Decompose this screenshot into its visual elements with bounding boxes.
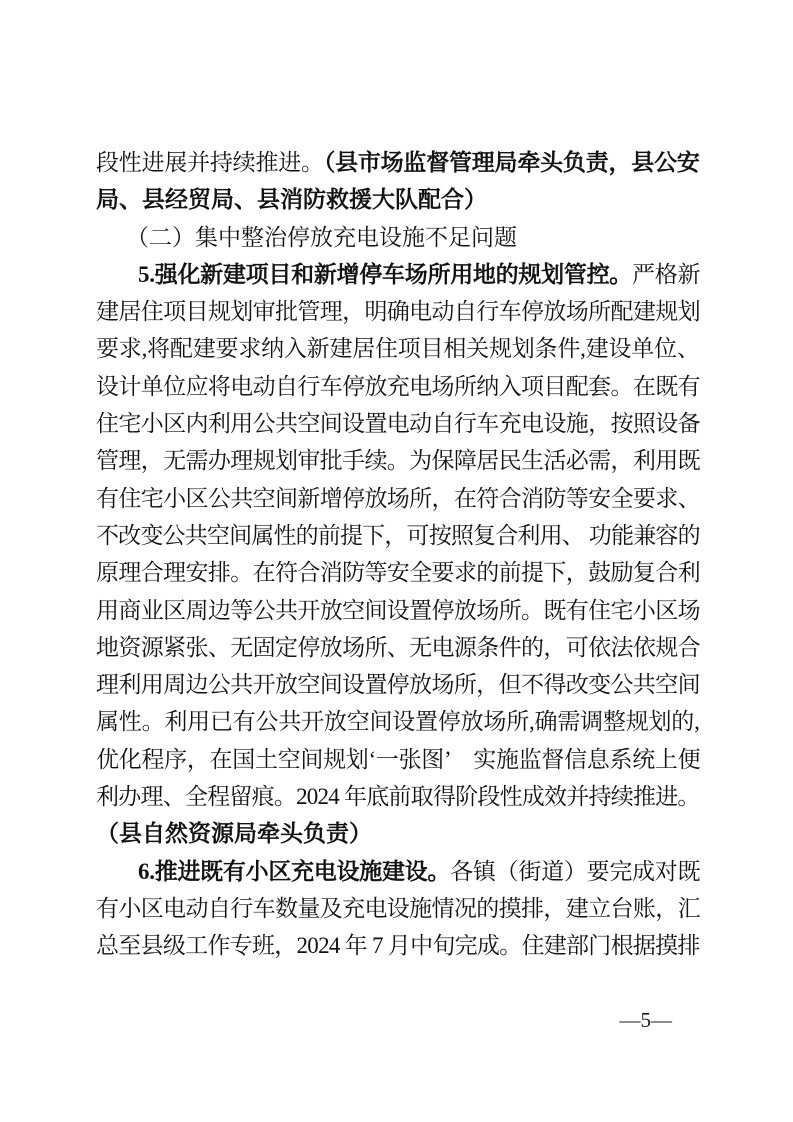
text-line [96, 480, 700, 517]
body-text: 地资源紧张、无固定停放场所、无电源条件的，可依法依规合 [96, 634, 700, 660]
body-text: 要求,将配建要求纳入新建居住项目相关规划条件,建设单位、 [96, 336, 700, 362]
text-line [96, 330, 700, 367]
body-text: 严格新 [632, 261, 701, 287]
body-text: 利办理、全程留痕。2024 年底前取得阶段性成效并持续推进。 [96, 784, 700, 810]
text-line [96, 778, 700, 815]
body-text: 住宅小区内利用公共空间设置电动自行车充电设施，按照设备 [96, 411, 700, 437]
document-body [96, 144, 700, 965]
body-text: 用商业区周边等公共开放空间设置停放场所。既有住宅小区场 [96, 597, 700, 623]
bold-text: 6.推进既有小区充电设施建设。 [138, 858, 451, 884]
text-line [96, 890, 700, 927]
body-text: 各镇（街道）要完成对既 [450, 858, 701, 884]
text-line [96, 442, 700, 479]
text-line [96, 666, 700, 703]
bold-text: 5.强化新建项目和新增停车场所用地的规划管控。 [138, 261, 633, 287]
text-line [96, 293, 700, 330]
heading-text: （二）集中整治停放充电设施不足问题 [126, 224, 517, 250]
body-text: 原理合理安排。在符合消防等安全要求的前提下，鼓励复合利 [96, 560, 700, 586]
text-line [96, 853, 700, 890]
text-line [96, 927, 700, 964]
body-text: 不改变公共空间属性的前提下，可按照复合利用、 功能兼容的 [96, 522, 700, 548]
bold-text: （县自然资源局牵头负责） [96, 821, 372, 847]
body-text: 属性。利用已有公共开放空间设置停放场所,确需调整规划的, [96, 709, 700, 735]
text-line [96, 405, 700, 442]
text-line [96, 144, 700, 181]
text-line [96, 554, 700, 591]
text-line [96, 629, 700, 666]
page-number: —5— [619, 1008, 672, 1032]
text-line [96, 181, 700, 218]
body-text: 设计单位应将电动自行车停放充电场所纳入项目配套。在既有 [96, 373, 700, 399]
body-text: 段性进展并持续推进。 [96, 150, 324, 175]
bold-text: 局、县经贸局、县消防救援大队配合） [96, 187, 487, 213]
body-text: 有住宅小区公共空间新增停放场所，在符合消防等安全要求、 [96, 485, 700, 511]
body-text: 有小区电动自行车数量及充电设施情况的摸排，建立台账，汇 [96, 895, 700, 921]
body-text: 优化程序，在国土空间规划‘一张图’ 实施监督信息系统上便 [96, 746, 701, 772]
text-line [96, 368, 700, 405]
body-text: 建居住项目规划审批管理，明确电动自行车停放场所配建规划 [96, 299, 700, 325]
bold-text: （县市场监督管理局牵头负责，县公安 [323, 150, 700, 175]
body-text: 总至县级工作专班，2024 年 7 月中旬完成。住建部门根据摸排 [96, 933, 700, 959]
text-line [96, 256, 700, 293]
text-line [96, 741, 700, 778]
text-line [96, 815, 700, 852]
body-text: 管理，无需办理规划审批手续。为保障居民生活必需，利用既 [96, 448, 700, 474]
text-line [96, 703, 700, 740]
body-text: 理利用周边公共开放空间设置停放场所，但不得改变公共空间 [96, 672, 700, 698]
text-line [96, 219, 700, 256]
text-line [96, 517, 700, 554]
text-line [96, 592, 700, 629]
